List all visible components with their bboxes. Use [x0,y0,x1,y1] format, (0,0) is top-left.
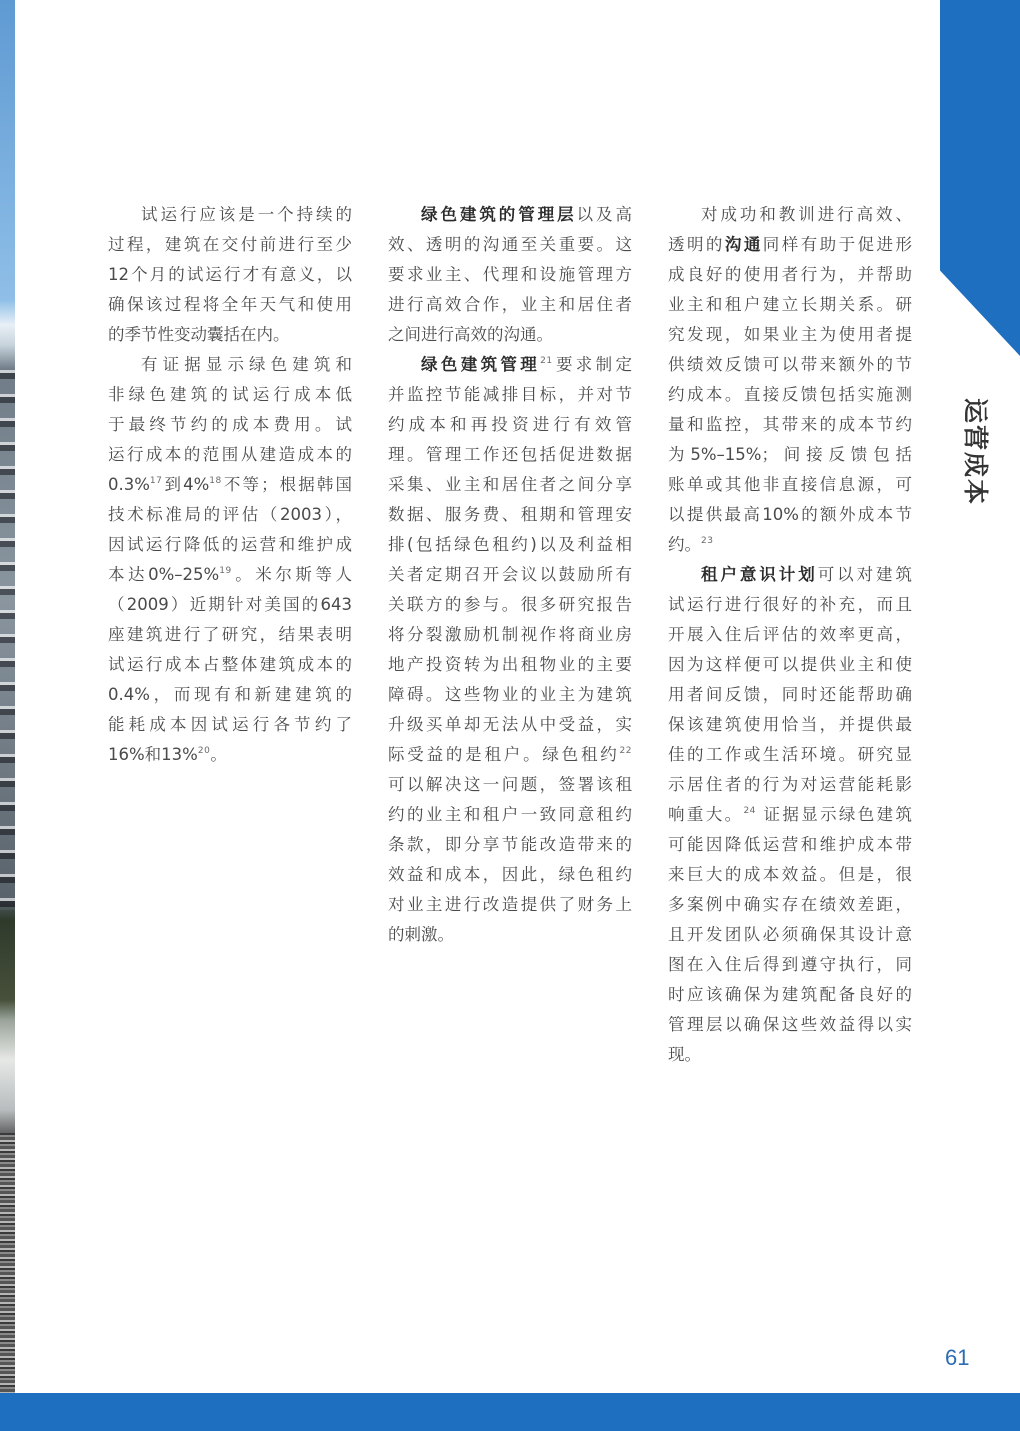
text-run: 非绿色建筑的试运行成本低 [108,385,352,404]
text-line [388,470,632,500]
text-line [388,320,632,350]
text-column [108,200,352,770]
text-run: 于最终节约的成本费用。试 [108,415,352,434]
bold-term: 绿色建筑的管理层 [421,205,577,224]
text-run: 约成本和再投资进行有效管 [388,415,632,434]
text-line [668,650,912,680]
text-line [388,290,632,320]
text-run: 能耗成本因试运行各节约了 [108,715,352,734]
text-line [668,1010,912,1040]
text-line [388,260,632,290]
text-run: 的季节性变动囊括在内。 [108,325,290,344]
bold-term: 租户意识计划 [701,565,818,584]
text-line [668,320,912,350]
text-run: 12个月的试运行才有意义，以 [108,265,352,284]
text-line [668,770,912,800]
text-line [108,320,352,350]
text-run: 要求制定 [552,355,633,374]
text-line [388,920,632,950]
text-line [108,710,352,740]
text-run: 之间进行高效的沟通。 [388,325,553,344]
text-run: 响重大。 [668,805,744,824]
text-line [108,230,352,260]
text-run: 将分裂激励机制视作将商业房 [388,625,632,644]
paragraph [388,200,632,350]
text-run: 因试运行降低的运营和维护成 [108,535,352,554]
text-run: 管理层以确保这些效益得以实 [668,1015,912,1034]
text-line [668,890,912,920]
text-run: 到4% [162,475,210,494]
text-line [388,440,632,470]
text-run: 可以解决这一问题，签署该租 [388,775,632,794]
text-line [668,950,912,980]
text-run: 佳的工作或生活环境。研究显 [668,745,912,764]
text-run: 条款，即分享节能改造带来的 [388,835,632,854]
text-line [668,380,912,410]
footnote-ref: 17 [149,476,163,486]
text-run: 时应该确保为建筑配备良好的 [668,985,912,1004]
text-line [668,920,912,950]
text-line [388,530,632,560]
text-line [108,200,352,230]
text-run: 且开发团队必须确保其设计意 [668,925,912,944]
text-line [388,680,632,710]
text-run: 座建筑进行了研究，结果表明 [108,625,352,644]
footnote-ref: 20 [197,746,211,756]
text-line [668,530,912,560]
text-run: 对业主进行改造提供了财务上 [388,895,632,914]
text-run: 现。 [668,1045,701,1064]
text-run: 同样有助于促进形 [762,235,913,254]
paragraph [108,350,352,770]
text-line [668,230,912,260]
text-line [388,560,632,590]
text-line [668,560,912,590]
text-line [388,410,632,440]
text-line [108,470,352,500]
text-run: 以及高 [576,205,633,224]
text-run: 地产投资转为出租物业的主要 [388,655,632,674]
text-run: 究发现，如果业主为使用者提 [668,325,912,344]
text-line [668,620,912,650]
paragraph [668,200,912,560]
text-line [668,680,912,710]
text-run: 多案例中确实存在绩效差距， [668,895,912,914]
bold-term: 绿色建筑管理 [421,355,541,374]
text-run: 以提供最高10%的额外成本节 [668,505,912,524]
text-run: 效、透明的沟通至关重要。这 [388,235,632,254]
text-run: 过程，建筑在交付前进行至少 [108,235,352,254]
text-line [668,800,912,830]
text-run: 来巨大的成本效益。但是，很 [668,865,912,884]
text-run: 际受益的是租户。绿色租约 [388,745,620,764]
text-line [668,200,912,230]
text-line [108,740,352,770]
text-run: 成良好的使用者行为，并帮助 [668,265,912,284]
text-run: 16%和13% [108,745,198,764]
paragraph [388,350,632,950]
text-run: 运行成本的范围从建造成本的 [108,445,352,464]
text-run: 开展入住后评估的效率更高， [668,625,912,644]
text-run: 保该建筑使用恰当，并提供最 [668,715,912,734]
text-line [388,620,632,650]
text-run: 透明的 [668,235,725,254]
text-line [388,230,632,260]
text-run: 有证据显示绿色建筑和 [141,355,352,374]
paragraph [108,200,352,350]
text-line [388,590,632,620]
text-run: 可以对建筑 [817,565,913,584]
text-line [388,830,632,860]
text-run: 为5%–15%；间接反馈包括 [668,445,912,464]
footnote-ref: 23 [701,536,714,546]
section-tab-marker [940,0,1020,356]
text-run: 0.4%，而现有和新建建筑的 [108,685,352,704]
text-line [668,410,912,440]
text-run: 供绩效反馈可以带来额外的节 [668,355,912,374]
text-run: （2009）近期针对美国的643 [108,595,352,614]
text-line [108,290,352,320]
text-run: 试运行进行很好的补充，而且 [668,595,912,614]
text-run: 并监控节能减排目标，并对节 [388,385,632,404]
text-line [108,590,352,620]
text-run: 采集、业主和居住者之间分享 [388,475,632,494]
text-line [668,740,912,770]
text-run: 。米尔斯等人 [231,565,352,584]
text-run: 示居住者的行为对运营能耗影 [668,775,912,794]
text-run: 关联方的参与。很多研究报告 [388,595,632,614]
text-line [668,860,912,890]
text-column [668,200,912,1070]
footer-bar [0,1393,1020,1431]
text-line [668,440,912,470]
text-run: 关者定期召开会议以鼓励所有 [388,565,632,584]
text-run: 技术标准局的评估（2003）， [108,505,352,524]
text-line [388,800,632,830]
text-run: 量和监控，其带来的成本节约 [668,415,912,434]
bold-term: 沟通 [724,235,763,254]
text-line [108,680,352,710]
footnote-ref: 18 [209,476,222,486]
text-line [388,350,632,380]
text-run: 图在入住后得到遵守执行，同 [668,955,912,974]
text-line [668,290,912,320]
text-line [388,740,632,770]
text-line [668,590,912,620]
text-run: 不等；根据韩国 [221,475,352,494]
text-run: 升级买单却无法从中受益，实 [388,715,632,734]
page-number: 61 [945,1345,970,1370]
paragraph [668,560,912,1070]
text-run: 本达0%–25% [108,565,220,584]
text-line [388,500,632,530]
side-photo-strip [0,0,15,1393]
text-run: 约的业主和租户一致同意租约 [388,805,632,824]
text-run: 约。 [668,535,701,554]
text-run: 账单或其他非直接信息源，可 [668,475,912,494]
section-title: 运营成本 [961,398,990,507]
text-line [388,200,632,230]
text-line [388,650,632,680]
text-line [108,500,352,530]
text-line [108,440,352,470]
text-line [108,620,352,650]
text-run: 业主和租户建立长期关系。研 [668,295,912,314]
text-line [388,860,632,890]
text-run: 对成功和教训进行高效、 [701,205,912,224]
text-line [388,890,632,920]
text-run: 数据、服务费、租期和管理安 [388,505,632,524]
text-run: 试运行应该是一个持续的 [141,205,352,224]
text-line [668,350,912,380]
text-column [388,200,632,950]
text-line [668,500,912,530]
footnote-ref: 19 [219,566,232,576]
text-run: 障碍。这些物业的业主为建筑 [388,685,632,704]
text-line [668,830,912,860]
text-run: 的刺激。 [388,925,454,944]
text-run: 0.3% [108,475,150,494]
text-run: 试运行成本占整体建筑成本的 [108,655,352,674]
text-run: 理。管理工作还包括促进数据 [388,445,632,464]
text-line [108,650,352,680]
text-line [668,260,912,290]
text-line [388,710,632,740]
text-line [108,350,352,380]
text-line [668,980,912,1010]
text-run: 因为这样便可以提供业主和使 [668,655,912,674]
text-run: 可能因降低运营和维护成本带 [668,835,912,854]
text-line [108,530,352,560]
text-line [668,470,912,500]
text-run: 用者间反馈，同时还能帮助确 [668,685,912,704]
text-run: 效益和成本，因此，绿色租约 [388,865,632,884]
text-run: 确保该过程将全年天气和使用 [108,295,352,314]
footnote-ref: 24 [743,806,756,816]
text-line [668,1040,912,1070]
text-run: 要求业主、代理和设施管理方 [388,265,632,284]
text-line [668,710,912,740]
footnote-ref: 22 [619,746,632,756]
text-line [108,560,352,590]
text-line [108,260,352,290]
text-line [388,770,632,800]
text-line [108,410,352,440]
footnote-ref: 21 [540,356,553,366]
text-line [388,380,632,410]
text-run: 排(包括绿色租约)以及利益相 [388,535,632,554]
text-run: 。 [210,745,227,764]
text-run: 约成本。直接反馈包括实施测 [668,385,912,404]
text-run: 证据显示绿色建筑 [755,805,913,824]
text-line [108,380,352,410]
text-run: 进行高效合作，业主和居住者 [388,295,632,314]
